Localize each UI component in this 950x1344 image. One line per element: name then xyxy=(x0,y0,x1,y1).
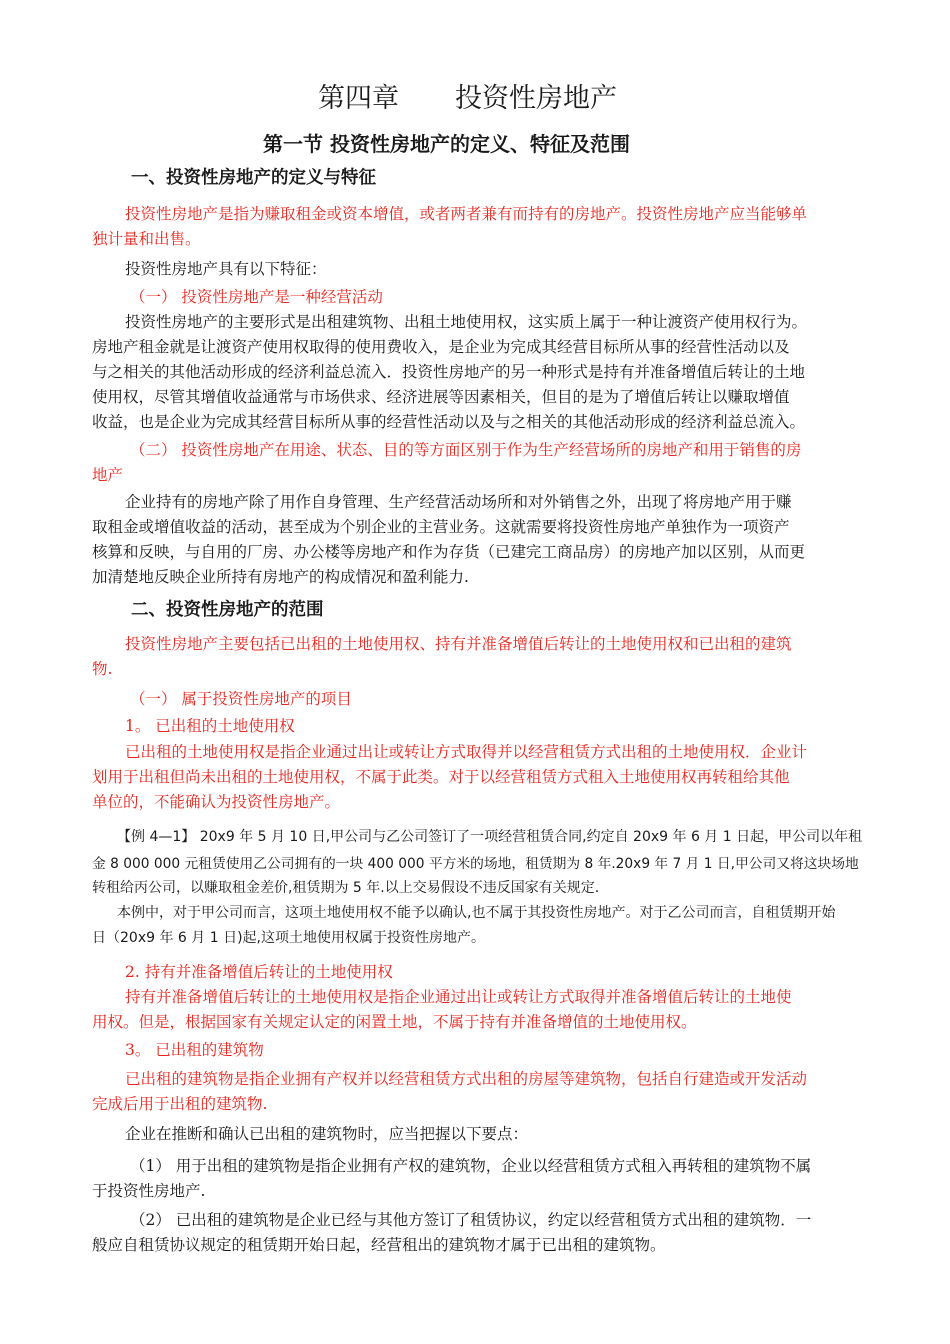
point1-line-2: 于投资性房地产. xyxy=(92,1182,206,1200)
item1-title: 1。 已出租的土地使用权 xyxy=(125,717,295,735)
example-answer-line-1: 本例中，对于甲公司而言，这项土地使用权不能予以确认,也不属于其投资性房地产。对于乙公司而言，自租赁期开始 xyxy=(117,905,836,921)
example-line-1: 【例 4—1】 20x9 年 5 月 10 日,甲公司与乙公司签订了一项经营租赁合同,约定自 20x9 年 6 月 1 日起，甲公司以年租 xyxy=(117,829,863,845)
feature1-line-4: 使用权，尽管其增值收益通常与市场供求、经济进展等因素相关，但目的是为了增值后转让以赚取增值 xyxy=(92,388,790,406)
feature1-title: （一） 投资性房地产是一种经营活动 xyxy=(130,288,383,306)
item1-line-3: 单位的，不能确认为投资性房地产。 xyxy=(92,793,341,811)
item2-title: 2. 持有并准备增值后转让的土地使用权 xyxy=(125,963,393,981)
chapter-name: 投资性房地产 xyxy=(455,83,617,114)
part1-heading: 一、投资性房地产的定义与特征 xyxy=(131,168,376,188)
item3-line-1: 已出租的建筑物是指企业拥有产权并以经营租赁方式出租的房屋等建筑物，包括自行建造或开发活动 xyxy=(125,1070,808,1088)
feature2-title-line-2: 地产 xyxy=(92,466,124,484)
point2-line-1: （2） 已出租的建筑物是企业已经与其他方签订了租赁协议，约定以经营租赁方式出租的建筑物．一 xyxy=(130,1211,812,1229)
feature1-line-3: 与之相关的其他活动形成的经济利益总流入．投资性房地产的另一种形式是持有并准备增值后转让的土地 xyxy=(92,363,806,381)
feature2-line-1: 企业持有的房地产除了用作自身管理、生产经营活动场所和对外销售之外，出现了将房地产用于赚 xyxy=(125,493,792,511)
feature1-line-1: 投资性房地产的主要形式是出租建筑物、出租土地使用权，这实质上属于一种让渡资产使用权行为。 xyxy=(125,313,808,331)
feature2-title-line-1: （二） 投资性房地产在用途、状态、目的等方面区别于作为生产经营场所的房地产和用于销售的房 xyxy=(130,441,802,459)
definition-line-1: 投资性房地产是指为赚取租金或资本增值，或者两者兼有而持有的房地产。投资性房地产应当能够单 xyxy=(125,205,808,223)
chapter-number: 第四章 xyxy=(318,83,399,114)
scope-line-1: 投资性房地产主要包括已出租的土地使用权、持有并准备增值后转让的土地使用权和已出租的建筑 xyxy=(125,635,792,653)
features-intro: 投资性房地产具有以下特征： xyxy=(125,260,327,278)
feature2-line-3: 核算和反映，与自用的厂房、办公楼等房地产和作为存货（已建完工商品房）的房地产加以区别，从而更 xyxy=(92,543,806,561)
item3-intro: 企业在推断和确认已出租的建筑物时，应当把握以下要点： xyxy=(125,1125,529,1143)
part2-heading: 二、投资性房地产的范围 xyxy=(131,600,324,620)
feature2-line-4: 加清楚地反映企业所持有房地产的构成情况和盈利能力. xyxy=(92,568,469,586)
chapter-title xyxy=(318,76,617,115)
sub1-title: （一） 属于投资性房地产的项目 xyxy=(130,690,352,708)
point2-line-2: 般应自租赁协议规定的租赁期开始日起，经营租出的建筑物才属于已出租的建筑物。 xyxy=(92,1236,666,1254)
example-answer-line-2: 日（20x9 年 6 月 1 日)起,这项土地使用权属于投资性房地产。 xyxy=(92,930,485,946)
item1-line-1: 已出租的土地使用权是指企业通过出让或转让方式取得并以经营租赁方式出租的土地使用权．企业计 xyxy=(125,743,808,761)
item3-line-2: 完成后用于出租的建筑物. xyxy=(92,1095,268,1113)
example-line-3: 转租给丙公司，以赚取租金差价,租赁期为 5 年.以上交易假设不违反国家有关规定. xyxy=(92,880,600,896)
item3-title: 3。 已出租的建筑物 xyxy=(125,1041,264,1059)
definition-line-2: 独计量和出售。 xyxy=(92,230,201,248)
item1-line-2: 划用于出租但尚未出租的土地使用权，不属于此类。对于以经营租赁方式租入土地使用权再转租给其他 xyxy=(92,768,790,786)
item2-line-2: 用权。但是，根据国家有关规定认定的闲置土地，不属于持有并准备增值的土地使用权。 xyxy=(92,1013,697,1031)
feature1-line-2: 房地产租金就是让渡资产使用权取得的使用费收入，是企业为完成其经营目标所从事的经营性活动以及 xyxy=(92,338,790,356)
feature2-line-2: 取租金或增值收益的活动，甚至成为个别企业的主营业务。这就需要将投资性房地产单独作为一项资产 xyxy=(92,518,790,536)
feature1-line-5: 收益，也是企业为完成其经营目标所从事的经营性活动以及与之相关的其他活动形成的经济利益总流入。 xyxy=(92,413,806,431)
scope-line-2: 物. xyxy=(92,660,113,678)
item2-line-1: 持有并准备增值后转让的土地使用权是指企业通过出让或转让方式取得并准备增值后转让的土地使 xyxy=(125,988,792,1006)
point1-line-1: （1） 用于出租的建筑物是指企业拥有产权的建筑物，企业以经营租赁方式租入再转租的建筑物不属 xyxy=(130,1157,812,1175)
example-line-2: 金 8 000 000 元租赁使用乙公司拥有的一块 400 000 平方米的场地，租赁期为 8 年.20x9 年 7 月 1 日,甲公司又将这块场地 xyxy=(92,856,859,872)
section-title: 第一节 投资性房地产的定义、特征及范围 xyxy=(263,132,630,156)
